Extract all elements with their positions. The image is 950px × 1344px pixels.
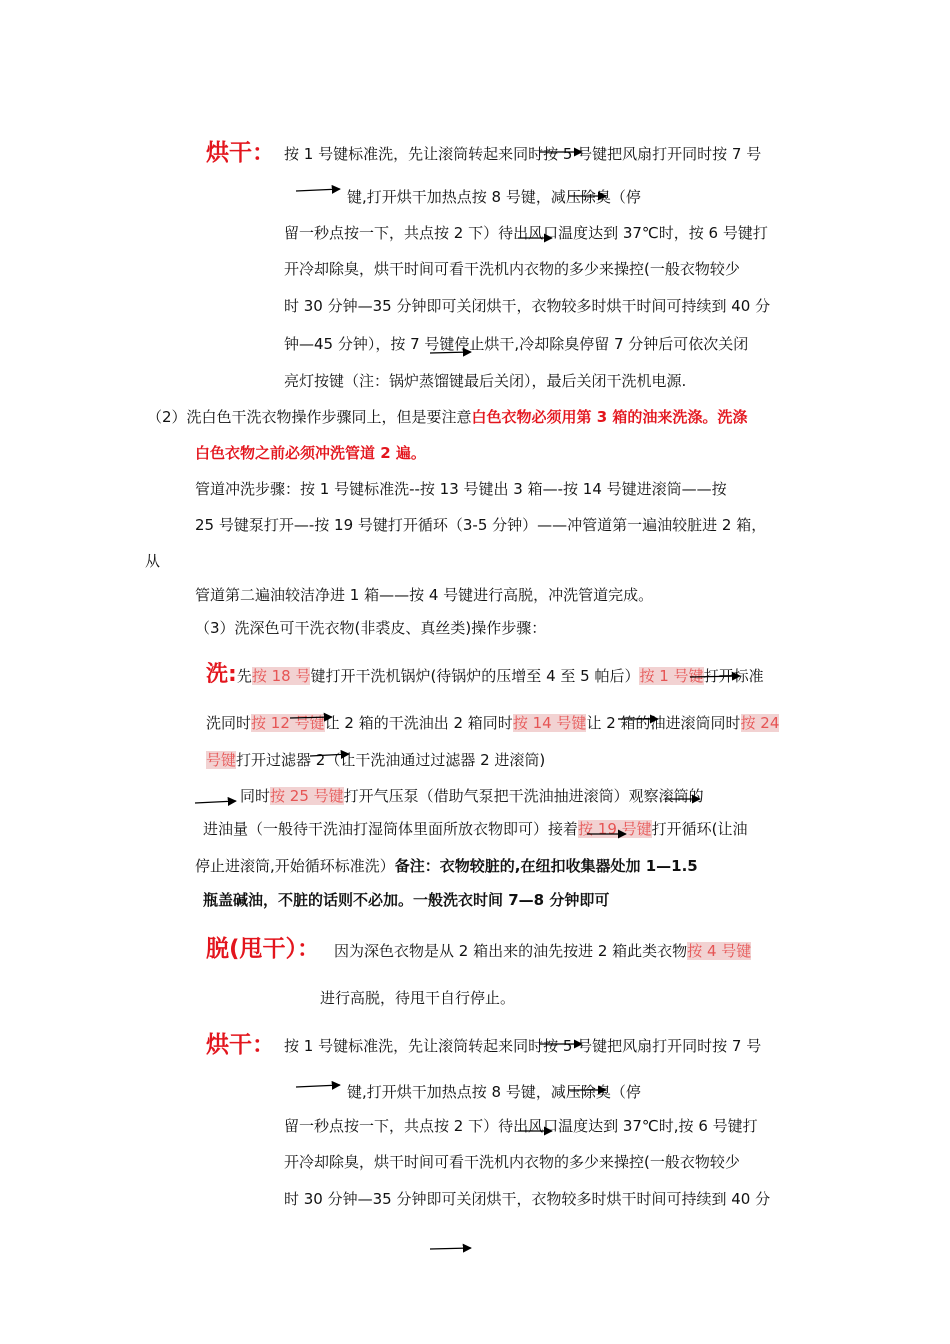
paragraph-line bbox=[147, 406, 747, 428]
note-text: 备注：衣物较脏的,在纽扣收集器处加 1—1.5 bbox=[394, 857, 698, 875]
text-span: （2）洗白色干洗衣物操作步骤同上，但是要注意 bbox=[147, 408, 472, 426]
arrow-icon bbox=[195, 801, 236, 803]
key-highlight: 按 4 号键 bbox=[687, 942, 752, 960]
section-heading-dry: 烘干： bbox=[206, 140, 275, 166]
text-span: 键打开干洗机锅炉(待锅炉的压增至 4 至 5 帕后） bbox=[310, 667, 640, 685]
text-line: 钟—45 分钟），按 7 号键停止烘干,冷却除臭停留 7 分钟后可依次关闭 bbox=[284, 335, 749, 353]
text-line: 亮灯按键（注：锅炉蒸馏键最后关闭），最后关闭干洗机电源. bbox=[284, 372, 687, 390]
key-highlight: 按 24 bbox=[740, 714, 780, 732]
text-line: （3）洗深色可干洗衣物(非裘皮、真丝类)操作步骤： bbox=[195, 619, 547, 637]
section-heading-wash: 洗: bbox=[206, 662, 237, 687]
arrow-icon bbox=[430, 1248, 471, 1249]
spin-line-1 bbox=[206, 936, 751, 964]
wash-line-2 bbox=[206, 712, 779, 734]
text-span: 打开标准 bbox=[703, 667, 764, 685]
text-span: 同时 bbox=[240, 787, 271, 805]
section-heading-dry: 烘干： bbox=[206, 1032, 275, 1058]
text-span: 因为深色衣物是从 2 箱出来的油先按进 2 箱此类衣物 bbox=[334, 942, 688, 960]
text-span: 打开过滤器 2（让干洗油通过过滤器 2 进滚筒) bbox=[236, 751, 546, 769]
text-line: 进行高脱，待甩干自行停止。 bbox=[320, 989, 516, 1007]
text-span: 洗同时 bbox=[206, 714, 252, 732]
key-highlight: 按 1 号键 bbox=[639, 667, 704, 685]
text-span: 让 2 箱的干洗油出 2 箱同时 bbox=[324, 714, 513, 732]
text-line: 键,打开烘干加热点按 8 号键，减压除臭（停 bbox=[347, 1083, 641, 1101]
key-highlight: 按 25 号键 bbox=[270, 787, 344, 805]
section-heading-spin: 脱(甩干）： bbox=[206, 936, 321, 962]
text-line: 管道第二遍油较洁净进 1 箱——按 4 号键进行高脱，冲洗管道完成。 bbox=[195, 586, 654, 604]
text-line: 键,打开烘干加热点按 8 号键，减压除臭（停 bbox=[347, 188, 641, 206]
wash-line-5 bbox=[203, 818, 748, 840]
text-line: 从 bbox=[145, 552, 161, 570]
text-span: 打开气压泵（借助气泵把干洗油抽进滚筒）观察滚筒的 bbox=[343, 787, 704, 805]
key-highlight: 号键 bbox=[206, 751, 237, 769]
text-line: 按 1 号键标准洗，先让滚筒转起来同时按 5 号键把风扇打开同时按 7 号 bbox=[284, 1037, 762, 1055]
arrow-icon bbox=[296, 189, 340, 191]
text-line: 时 30 分钟—35 分钟即可关闭烘干，衣物较多时烘干时间可持续到 40 分 bbox=[284, 297, 771, 315]
text-span: 先 bbox=[236, 667, 252, 685]
key-highlight: 按 19 号键 bbox=[578, 820, 652, 838]
emphasis-text: 白色衣物之前必须冲洗管道 2 遍。 bbox=[195, 444, 426, 462]
text-line: 开冷却除臭，烘干时间可看干洗机内衣物的多少来操控(一般衣物较少 bbox=[284, 260, 740, 278]
text-line: 按 1 号键标准洗，先让滚筒转起来同时按 5 号键把风扇打开同时按 7 号 bbox=[284, 145, 762, 163]
key-highlight: 按 18 号 bbox=[251, 667, 311, 685]
wash-line-4 bbox=[240, 785, 704, 807]
key-highlight: 按 12 号键 bbox=[251, 714, 325, 732]
text-line: 开冷却除臭，烘干时间可看干洗机内衣物的多少来操控(一般衣物较少 bbox=[284, 1153, 740, 1171]
emphasis-text: 白色衣物必须用第 3 箱的油来洗涤。洗涤 bbox=[471, 408, 748, 426]
wash-line-6 bbox=[195, 855, 698, 877]
text-span: 打开循环(让油 bbox=[651, 820, 748, 838]
note-text: 瓶盖碱油，不脏的话则不必加。一般洗衣时间 7—8 分钟即可 bbox=[203, 891, 610, 909]
wash-line-1 bbox=[206, 664, 764, 687]
text-span: 停止进滚筒,开始循环标准洗） bbox=[195, 857, 395, 875]
text-line: 留一秒点按一下，共点按 2 下）待出风口温度达到 37℃时,按 6 号键打 bbox=[284, 1117, 758, 1135]
text-span: 进油量（一般待干洗油打湿筒体里面所放衣物即可）接着 bbox=[203, 820, 579, 838]
wash-line-3 bbox=[206, 749, 545, 771]
text-line: 时 30 分钟—35 分钟即可关闭烘干，衣物较多时烘干时间可持续到 40 分 bbox=[284, 1190, 771, 1208]
text-line: 25 号键泵打开—-按 19 号键打开循环（3-5 分钟）——冲管道第一遍油较脏进 2 箱， bbox=[195, 516, 767, 534]
key-highlight: 按 14 号键 bbox=[512, 714, 587, 732]
arrow-icon bbox=[296, 1085, 340, 1087]
text-line: 留一秒点按一下，共点按 2 下）待出风口温度达到 37℃时，按 6 号键打 bbox=[284, 224, 768, 242]
text-span: 让 2 箱的油进滚筒同时 bbox=[586, 714, 741, 732]
text-line: 管道冲洗步骤：按 1 号键标准洗--按 13 号键出 3 箱—-按 14 号键进滚筒——按 bbox=[195, 480, 727, 498]
